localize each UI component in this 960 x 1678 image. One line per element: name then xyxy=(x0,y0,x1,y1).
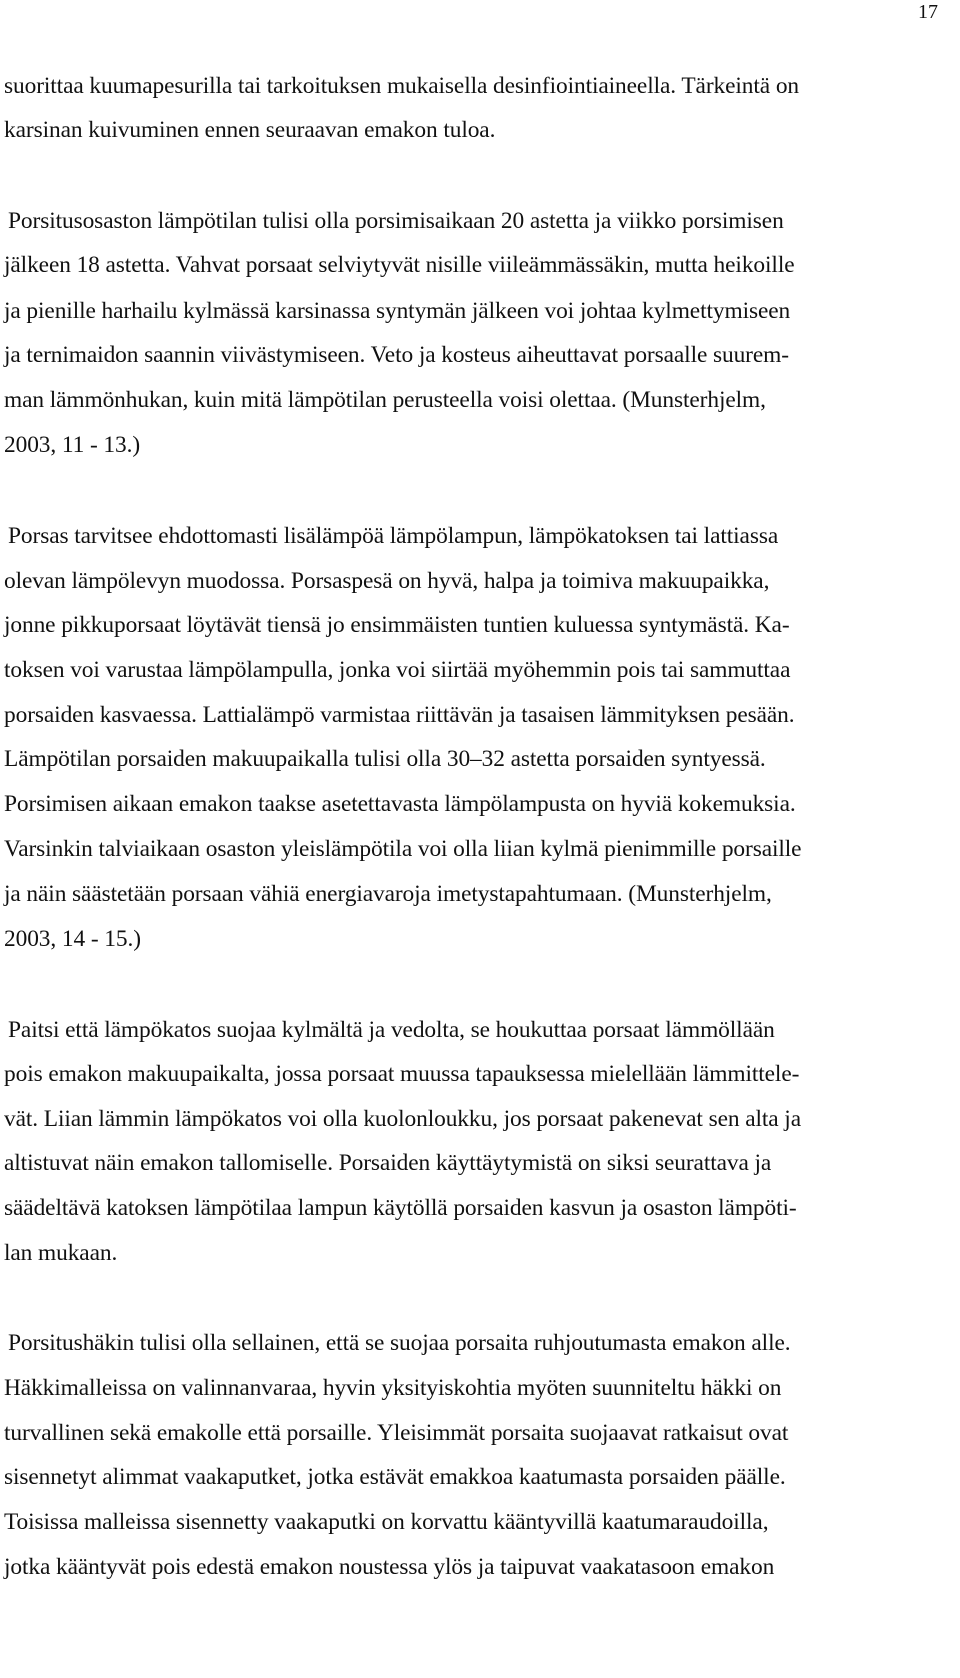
text-line: Porsitushäkin tulisi olla sellainen, että se suojaa porsaita ruhjoutumasta emakon alle. xyxy=(8,1330,791,1356)
text-line: ja ternimaidon saannin viivästymiseen. Veto ja kosteus aiheuttavat porsaalle suurem- xyxy=(4,342,789,368)
text-line: jotka kääntyvät pois edestä emakon noustessa ylös ja taipuvat vaakatasoon emakon xyxy=(4,1554,775,1580)
page-number: 17 xyxy=(918,1,938,23)
text-line: 2003, 11 - 13.) xyxy=(4,432,141,458)
text-line: Varsinkin talviaikaan osaston yleislämpötila voi olla liian kylmä pienimmille porsaille xyxy=(4,836,802,862)
text-line: olevan lämpölevyn muodossa. Porsaspesä on hyvä, halpa ja toimiva makuupaikka, xyxy=(4,568,770,594)
text-line: Porsitusosaston lämpötilan tulisi olla porsimisaikaan 20 astetta ja viikko porsimisen xyxy=(8,208,784,234)
text-line: suorittaa kuumapesurilla tai tarkoituksen mukaisella desinfiointiaineella. Tärkeintä on xyxy=(4,73,800,99)
text-line: turvallinen sekä emakolle että porsaille. Yleisimmät porsaita suojaavat ratkaisut ovat xyxy=(4,1420,789,1446)
text-line: lan mukaan. xyxy=(4,1240,118,1266)
text-line: jonne pikkuporsaat löytävät tiensä jo ensimmäisten tuntien kuluessa syntymästä. Ka- xyxy=(4,612,790,638)
text-line: karsinan kuivuminen ennen seuraavan emakon tuloa. xyxy=(4,117,496,143)
text-line: jälkeen 18 astetta. Vahvat porsaat selviytyvät nisille viileämmässäkin, mutta heikoille xyxy=(4,252,795,278)
text-line: Paitsi että lämpökatos suojaa kylmältä ja vedolta, se houkuttaa porsaat lämmöllään xyxy=(8,1017,775,1043)
text-line: ja näin säästetään porsaan vähiä energiavaroja imetystapahtumaan. (Munsterhjelm, xyxy=(4,881,772,907)
text-line: Porsimisen aikaan emakon taakse asetettavasta lämpölampusta on hyviä kokemuksia. xyxy=(4,791,796,817)
text-line: vät. Liian lämmin lämpökatos voi olla kuolonloukku, jos porsaat pakenevat sen alta ja xyxy=(4,1106,801,1132)
text-line: Häkkimalleissa on valinnanvaraa, hyvin yksityiskohtia myöten suunniteltu häkki on xyxy=(4,1375,782,1401)
text-line: pois emakon makuupaikalta, jossa porsaat muussa tapauksessa mielellään lämmittele- xyxy=(4,1061,800,1087)
text-line: toksen voi varustaa lämpölampulla, jonka voi siirtää myöhemmin pois tai sammuttaa xyxy=(4,657,791,683)
text-line: man lämmönhukan, kuin mitä lämpötilan perusteella voisi olettaa. (Munsterhjelm, xyxy=(4,387,766,413)
text-line: säädeltävä katoksen lämpötilaa lampun käytöllä porsaiden kasvun ja osaston lämpöti- xyxy=(4,1195,797,1221)
text-line: porsaiden kasvaessa. Lattialämpö varmistaa riittävän ja tasaisen lämmityksen pesään. xyxy=(4,702,795,728)
text-line: ja pienille harhailu kylmässä karsinassa syntymän jälkeen voi johtaa kylmettymiseen xyxy=(4,298,791,324)
text-line: Lämpötilan porsaiden makuupaikalla tulisi olla 30–32 astetta porsaiden syntyessä. xyxy=(4,746,766,772)
text-line: Porsas tarvitsee ehdottomasti lisälämpöä lämpölampun, lämpökatoksen tai lattiassa xyxy=(8,523,779,549)
text-line: 2003, 14 - 15.) xyxy=(4,926,141,952)
text-line: Toisissa malleissa sisennetty vaakaputki on korvattu kääntyvillä kaatumaraudoilla, xyxy=(4,1509,769,1535)
text-line: altistuvat näin emakon tallomiselle. Porsaiden käyttäytymistä on siksi seurattava ja xyxy=(4,1150,772,1176)
text-line: sisennetyt alimmat vaakaputket, jotka estävät emakkoa kaatumasta porsaiden päälle. xyxy=(4,1464,786,1490)
